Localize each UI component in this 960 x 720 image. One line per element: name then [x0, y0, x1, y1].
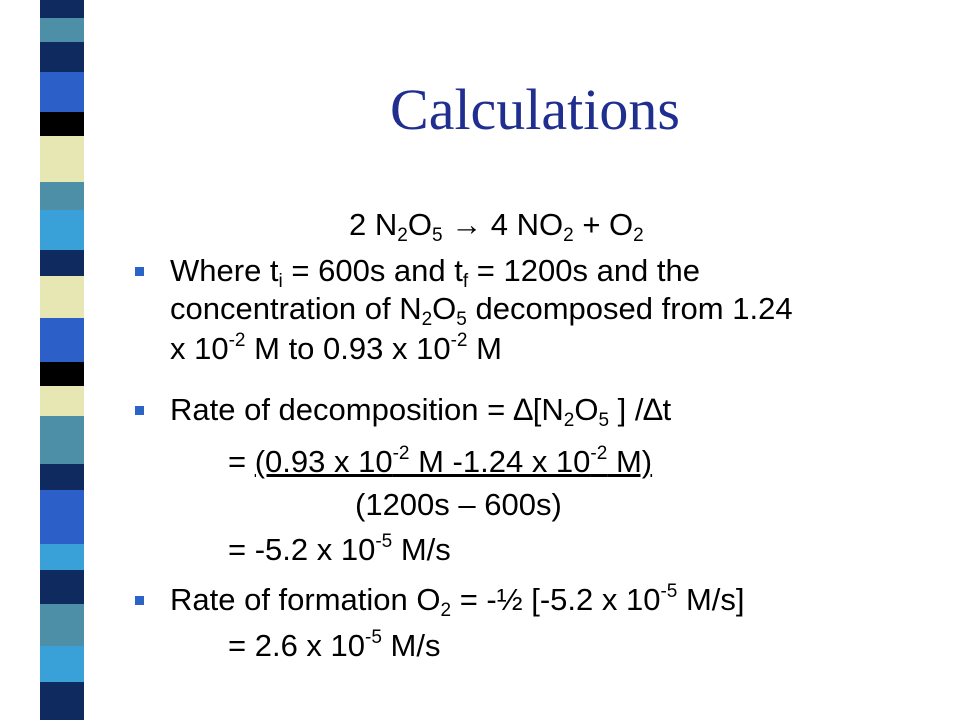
calc-line-4: = 2.6 x $10^{-5}$ M/s	[228, 627, 441, 663]
bullet-3-line: Rate of formation $O_2$ = -½ [-5.2 x $10^{-5}$ M/s]	[170, 581, 745, 621]
bullet-1-line-2: concentration of $N_2O_5$ decomposed from 1.24	[170, 291, 793, 330]
bullet-marker	[135, 406, 144, 415]
bullet-1-line-1: Where $t_i = 600s$ and $t_f = 1200s$ and the	[170, 253, 701, 292]
bullet-1-line-3: x $10^{-2}$ M to 0.93 x $10^{-2}$ M	[170, 330, 502, 366]
bullet-marker	[135, 596, 144, 605]
calc-line-1: = (0.93 x $10^{-2}$ M -1.24 x $10^{-2}$ M)	[228, 443, 653, 479]
bullet-marker	[135, 267, 144, 276]
bullet-2-line: Rate of decomposition = $\Delta[N_2O_5$ ] /∆t	[170, 392, 672, 431]
calc-line-2: (1200s – 600s)	[355, 487, 562, 522]
calc-line-3: = -5.2 x $10^{-5}$ M/s	[228, 531, 451, 567]
reaction-equation: 2 $N_2O_5 \to 4$ $NO_2 + O_2$	[349, 207, 644, 246]
slide-title: Calculations	[390, 77, 680, 142]
decorative-stripe	[40, 0, 84, 720]
